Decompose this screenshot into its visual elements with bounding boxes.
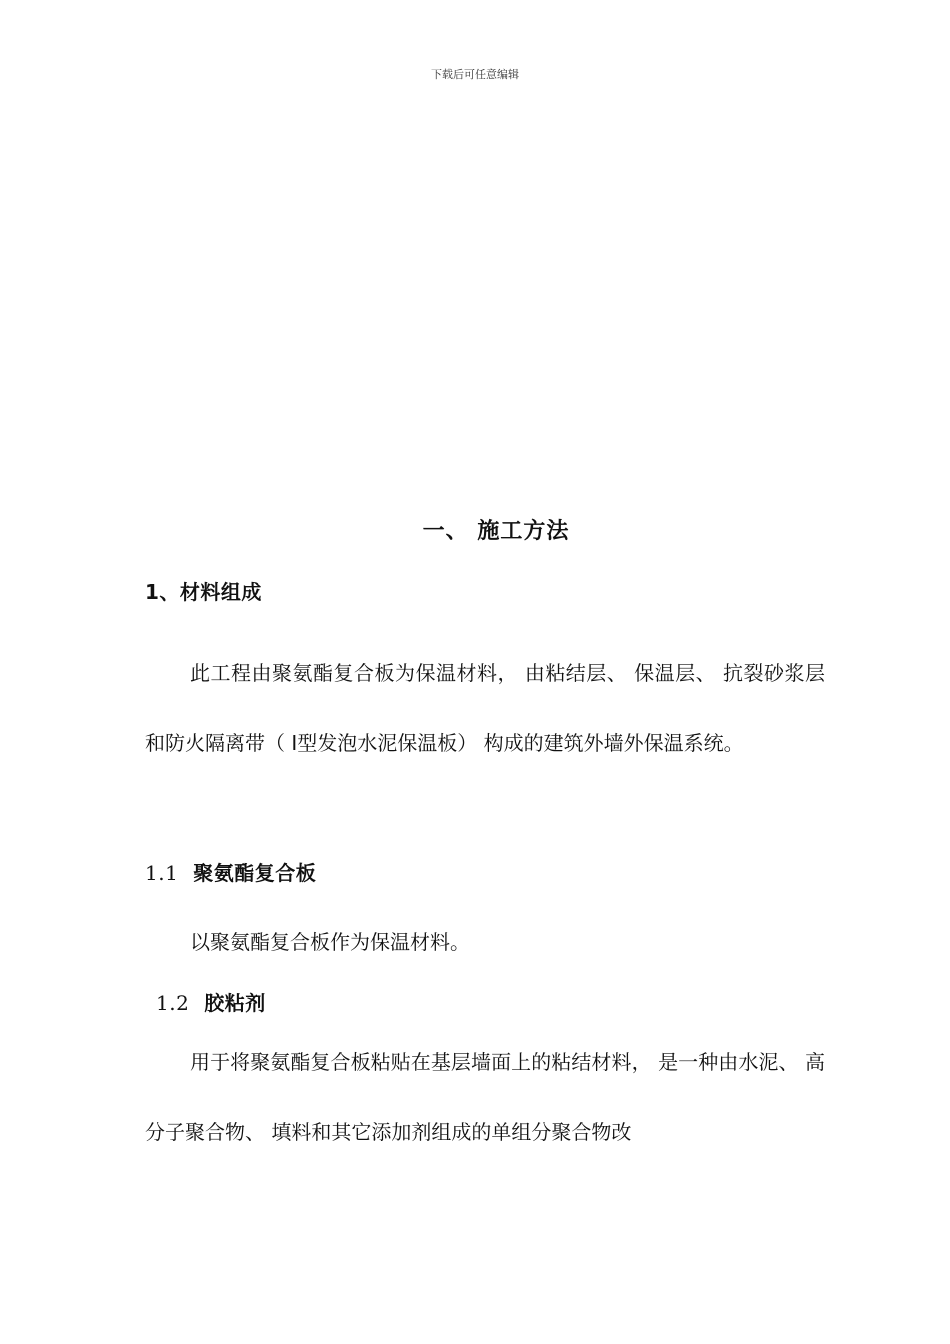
subheading-number: 1.2 bbox=[156, 991, 190, 1015]
subheading-polyurethane-board bbox=[145, 857, 316, 886]
subheading-text: 聚氨酯复合板 bbox=[193, 861, 317, 885]
subheading-adhesive bbox=[156, 987, 266, 1016]
subheading-materials bbox=[145, 576, 262, 605]
subheading-text: 胶粘剂 bbox=[204, 991, 266, 1015]
section-title: 一、 施工方法 bbox=[422, 519, 570, 544]
paragraph-polyurethane-board: 以聚氨酯复合板作为保温材料。 bbox=[190, 930, 470, 954]
paragraph-adhesive: 用于将聚氨酯复合板粘贴在基层墙面上的粘结材料， 是一种由水泥、 高分子聚合物、 填料和其它添加剂组成的单组分聚合物改 bbox=[145, 1050, 825, 1144]
subheading-text: 材料组成 bbox=[179, 580, 262, 604]
header-note: 下载后可任意编辑 bbox=[431, 68, 519, 81]
paragraph-system-description: 此工程由聚氨酯复合板为保温材料， 由粘结层、 保温层、 抗裂砂浆层和防火隔离带（ Ⅰ型发泡水泥保温板） 构成的建筑外墙外保温系统。 bbox=[145, 661, 825, 755]
subheading-number: 1、 bbox=[145, 580, 180, 604]
subheading-number: 1.1 bbox=[145, 861, 179, 885]
